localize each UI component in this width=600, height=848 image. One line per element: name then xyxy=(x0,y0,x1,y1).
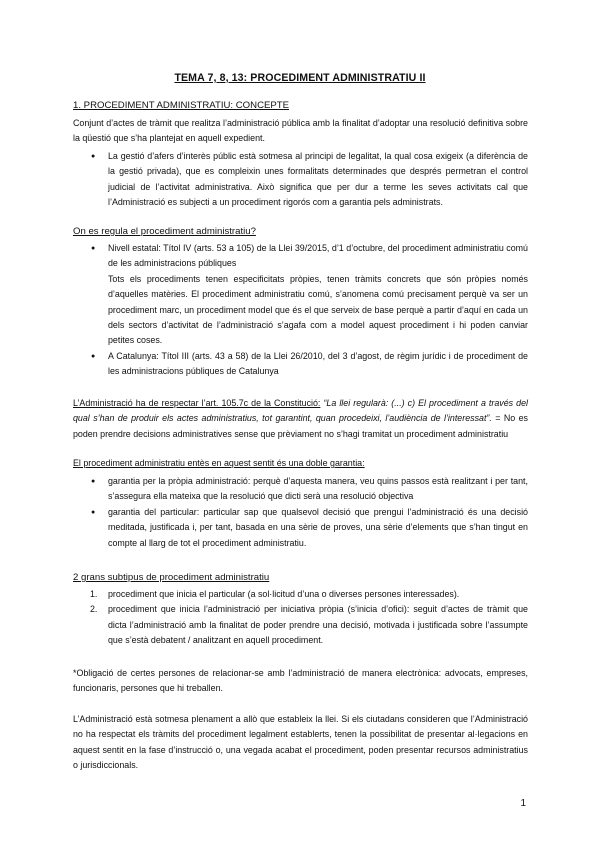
regulation-state-detail: Tots els procediments tenen especificitats pròpies, tenen tràmits concrets que són pròpies només d’aquelles matèries. El procediment administratiu comú, s’anomena comú precisament perquè va ser un procediment marc, un procediment model que és el que serveix de base perquè a partir d’aquí en cada un dels sectors d’activitat de l’administració s’agafa com a model aquest procediment i hi poden canviar petites coses. xyxy=(108,273,528,346)
regulation-state-main: ● Nivell estatal: Títol IV (arts. 53 a 105) de la Llei 39/2015, d’1 d’octubre, del procediment administratiu comú de les administracions públiques xyxy=(108,243,528,269)
list-item: ● garantia del particular: particular sap que qualsevol decisió que prengui l’administració és una decisió meditada, justificada i, per tant, basada en una sèrie de proves, una sèrie d’elements que s’han tingut en compte al llarg de tot el procediment administratiu. xyxy=(108,505,528,551)
list-item xyxy=(108,241,528,349)
constitution-rest: = No es poden prendre decisions administratives sense que prèviament no s’hagi tramitat un procediment administratiu xyxy=(73,413,528,439)
list-item: ● La gestió d’afers d’interès públic està sotmesa al principi de legalitat, la qual cosa exigeix (a diferència de la gestió privada), que es compleixin unes formalitats determinades que després permetran el control judicial de l’activitat administrativa. Això significa que per dur a terme les seves activitats cal que l’Administració es subjecti a un procediment rigorós com a garantia pels administrats. xyxy=(108,149,528,211)
page-number: 1 xyxy=(520,798,526,809)
list-item: ● A Catalunya: Títol III (arts. 43 a 58) de la Llei 26/2010, del 3 d’agost, de règim jurídic i de procediment de les administracions públiques de Catalunya xyxy=(108,349,528,380)
list-item xyxy=(90,587,528,602)
section-heading-subtypes: 2 grans subtipus de procediment administratiu xyxy=(73,572,270,583)
concept-bullet-list xyxy=(0,149,600,211)
subtypes-numbered-list xyxy=(0,587,600,649)
list-number: 2. xyxy=(90,604,98,615)
subtype-particular: procediment que inicia el particular (a sol·licitud d’una o diverses persones interessades). xyxy=(108,589,460,599)
constitution-paragraph xyxy=(73,396,528,442)
constitution-lead: L’Administració ha de respectar l’art. 105.7c de la Constitució: xyxy=(73,398,321,408)
regulation-bullet-list xyxy=(0,241,600,380)
document-title: TEMA 7, 8, 13: PROCEDIMENT ADMINISTRATIU II xyxy=(174,72,426,84)
closing-paragraph: L’Administració està sotmesa plenament a allò que estableix la llei. Si els ciutadans consideren que l’Administració no ha respectat els tràmits del procediment legalment establerts, tenen la possibilitat de presentar al·legacions en aquest sentit en la fase d’instrucció o, una vegada acabat el procediment, poden presentar recursos administratius o jurisdiccionals. xyxy=(73,714,528,771)
guarantee-bullet-list xyxy=(0,474,600,551)
list-number: 1. xyxy=(90,589,98,599)
section-heading-concept: 1. PROCEDIMENT ADMINISTRATIU: CONCEPTE xyxy=(73,100,290,111)
constitution-quote: “La llei regularà: (...) c) El procediment a través del qual s’han de produir els actes administratius, tot garantint, quan procedeixi, l’audiència de l’interessat”. xyxy=(73,398,528,424)
list-item xyxy=(90,602,528,648)
subtype-administration: procediment que inicia l’administració per iniciativa pròpia (s’inicia d’ofici): seguit d’actes de tràmit que dicta l’administració amb la finalitat de poder prendre una decisió, motivada i justificada sobre l’assumpte que s’està debatent / analitzant en aquell procediment. xyxy=(108,604,528,646)
electronic-note: *Obligació de certes persones de relacionar-se amb l’administració de manera electrònica: advocats, empreses, funcionaris, persones que hi treballen. xyxy=(73,668,528,694)
list-item: ● garantia per la pròpia administració: perquè d’aquesta manera, veu quins passos està realitzant i per tant, s’assegura ella mateixa que la resolució que dicti serà una resolució objectiva xyxy=(108,474,528,505)
double-guarantee-heading: El procediment administratiu entès en aquest sentit és una doble garantia: xyxy=(73,458,365,468)
section-heading-regulation: On es regula el procediment administratiu? xyxy=(73,226,256,237)
concept-paragraph: Conjunt d’actes de tràmit que realitza l’administració pública amb la finalitat d’adoptar una resolució definitiva sobre la qüestió que s’ha plantejat en aquell expedient. xyxy=(73,118,528,144)
